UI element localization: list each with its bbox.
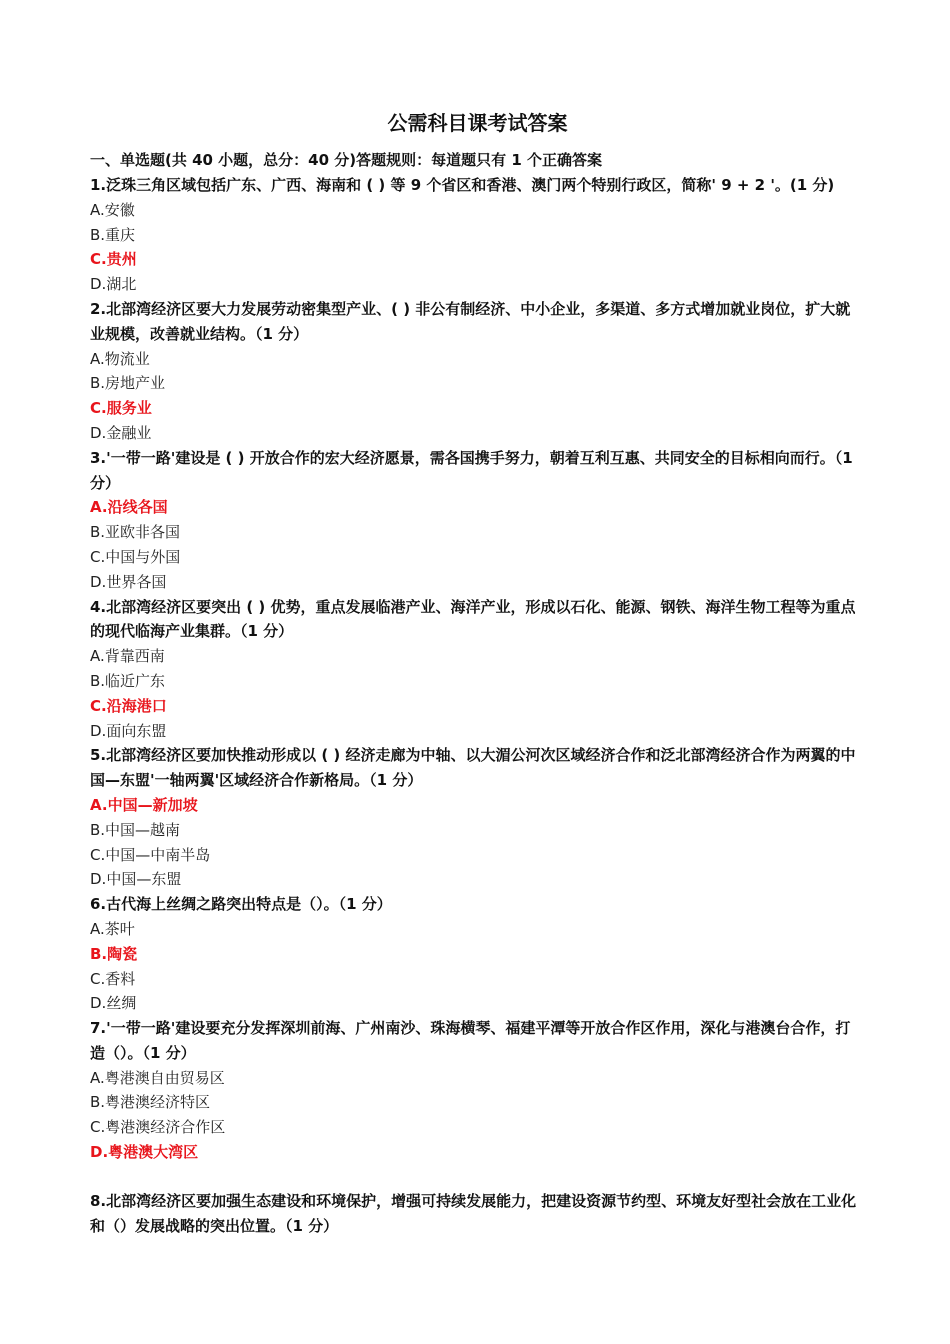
correct-option: A.中国—新加坡 — [90, 795, 198, 814]
option: A.物流业 — [90, 349, 150, 368]
question-block — [90, 892, 865, 1016]
question-block — [90, 173, 865, 297]
option: D.面向东盟 — [90, 721, 167, 740]
question-text: 7.'一带一路'建设要充分发挥深圳前海、广州南沙、珠海横琴、福建平潭等开放合作区作用，深化与港澳台合作，打造（）。（1 分） — [90, 1019, 851, 1062]
option: A.背靠西南 — [90, 647, 165, 666]
correct-option: D.粤港澳大湾区 — [90, 1143, 199, 1162]
option: B.粤港澳经济特区 — [90, 1093, 211, 1112]
option: B.亚欧非各国 — [90, 523, 181, 542]
question-text: 4.北部湾经济区要突出 ( ) 优势，重点发展临港产业、海洋产业，形成以石化、能源、钢铁、海洋生物工程等为重点的现代临海产业集群。（1 分） — [90, 597, 856, 641]
option: A.安徽 — [90, 200, 135, 219]
section-header: 一、单选题(共 40 小题，总分：40 分)答题规则：每道题只有 1 个正确答案 — [90, 151, 603, 169]
option: C.中国与外国 — [90, 547, 181, 566]
correct-option: C.沿海港口 — [90, 696, 167, 715]
question-block — [90, 1016, 865, 1165]
correct-option: A.沿线各国 — [90, 498, 168, 517]
question-block — [90, 743, 865, 892]
option: D.湖北 — [90, 275, 137, 294]
option: D.世界各国 — [90, 572, 167, 591]
option: C.粤港澳经济合作区 — [90, 1118, 226, 1137]
option: A.粤港澳自由贸易区 — [90, 1068, 225, 1087]
question-text: 8.北部湾经济区要加强生态建设和环境保护，增强可持续发展能力，把建设资源节约型、环境友好型社会放在工业化和（）发展战略的突出位置。（1 分） — [90, 1191, 857, 1235]
question-text: 3.'一带一路'建设是 ( ) 开放合作的宏大经济愿景，需各国携手努力，朝着互利互惠、共同安全的目标相向而行。（1 分） — [90, 448, 853, 492]
correct-option: C.贵州 — [90, 250, 137, 269]
option: C.中国—中南半岛 — [90, 845, 211, 864]
question-text: 6.古代海上丝绸之路突出特点是（）。（1 分） — [90, 895, 392, 914]
correct-option: B.陶瓷 — [90, 944, 138, 963]
question-block — [90, 297, 865, 446]
option: B.临近广东 — [90, 671, 166, 690]
option: D.丝绸 — [90, 994, 137, 1013]
question-block — [90, 1189, 865, 1239]
question-block — [90, 446, 865, 595]
document-title: 公需科目课考试答案 — [387, 111, 568, 135]
option: B.重庆 — [90, 225, 136, 244]
option: D.金融业 — [90, 423, 152, 442]
option: B.房地产业 — [90, 374, 166, 393]
question-text: 1.泛珠三角区域包括广东、广西、海南和 ( ) 等 9 个省区和香港、澳门两个特别行政区，简称' 9 + 2 '。(1 分) — [90, 176, 835, 194]
document-page — [90, 108, 865, 1238]
question-block — [90, 595, 865, 744]
question-text: 5.北部湾经济区要加快推动形成以 ( ) 经济走廊为中轴、以大湄公河次区域经济合作和泛北部湾经济合作为两翼的中国—东盟'一轴两翼'区域经济合作新格局。（1 分） — [90, 746, 856, 790]
correct-option: C.服务业 — [90, 399, 152, 418]
option: C.香料 — [90, 969, 136, 988]
question-text: 2.北部湾经济区要大力发展劳动密集型产业、( ) 非公有制经济、中小企业，多渠道、多方式增加就业岗位，扩大就业规模，改善就业结构。（1 分） — [90, 299, 851, 343]
spacer — [90, 1165, 865, 1189]
option: B.中国—越南 — [90, 820, 181, 839]
option: A.茶叶 — [90, 919, 135, 938]
option: D.中国—东盟 — [90, 870, 182, 889]
